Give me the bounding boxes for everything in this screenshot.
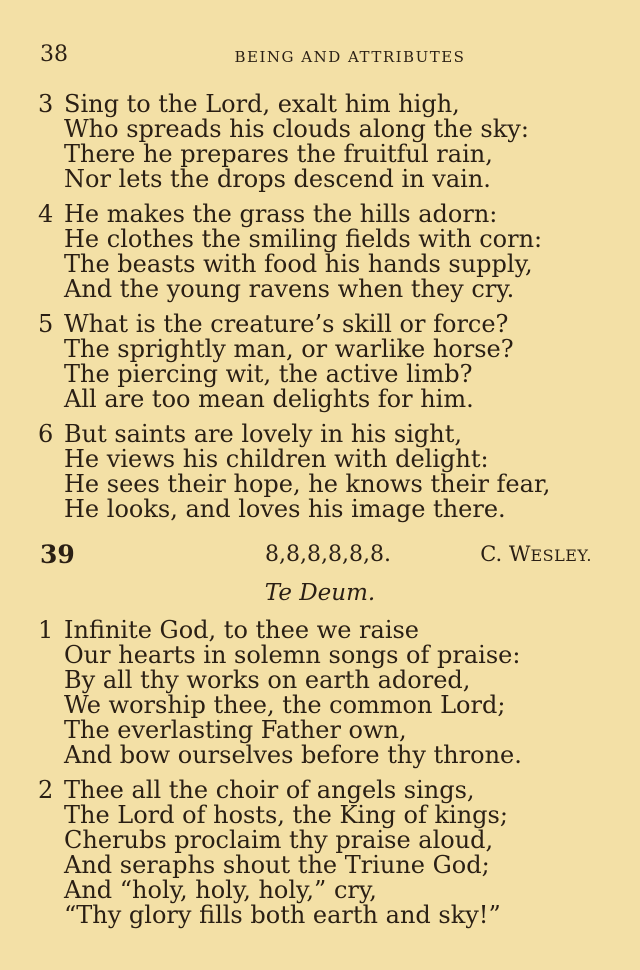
verse-line: The beasts with food his hands supply, <box>64 250 533 278</box>
verse-line: But saints are lovely in his sight, <box>64 420 463 448</box>
stanza-number: 5 <box>38 310 54 338</box>
verse-line: And “holy, holy, holy,” cry, <box>64 876 377 904</box>
verse-line: The Lord of hosts, the King of kings; <box>64 801 508 829</box>
hymn-39-stanza-2 <box>38 778 598 928</box>
verse-line: Sing to the Lord, exalt him high, <box>64 90 460 118</box>
stanza-5 <box>38 312 598 412</box>
verse-line: By all thy works on earth adored, <box>64 666 471 694</box>
verse-line: And bow ourselves before thy throne. <box>64 741 522 769</box>
stanza-number: 4 <box>38 200 54 228</box>
verse-line: Who spreads his clouds along the sky: <box>64 115 529 143</box>
verse-line: Thee all the choir of angels sings, <box>64 776 475 804</box>
verse-line: The everlasting Father own, <box>64 716 407 744</box>
verse-line: He makes the grass the hills adorn: <box>64 200 498 228</box>
stanza-number: 6 <box>38 420 54 448</box>
author-rest: ESLEY. <box>530 546 592 565</box>
verse-line: The sprightly man, or warlike horse? <box>64 335 514 363</box>
page-number: 38 <box>40 42 68 67</box>
stanza-3 <box>38 92 598 192</box>
author-initial: C. W <box>480 542 531 566</box>
stanza-number: 2 <box>38 776 54 804</box>
verse-line: What is the creature’s skill or force? <box>64 310 509 338</box>
verse-line: Our hearts in solemn songs of praise: <box>64 641 521 669</box>
verse-line: Infinite God, to thee we raise <box>64 616 420 644</box>
stanza-number: 1 <box>38 616 54 644</box>
verse-line: He looks, and loves his image there. <box>64 495 506 523</box>
hymn-meter: 8,8,8,8,8,8. <box>265 542 391 567</box>
stanza-4 <box>38 202 598 302</box>
stanza-6 <box>38 422 598 522</box>
verse-line: He sees their hope, he knows their fear, <box>64 470 551 498</box>
verse-line: There he prepares the fruitful rain, <box>64 140 493 168</box>
verse-line: All are too mean delights for him. <box>64 385 474 413</box>
verse-line: And seraphs shout the Triune God; <box>64 851 490 879</box>
verse-line: Nor lets the drops descend in vain. <box>64 165 491 193</box>
hymn-heading <box>40 540 596 570</box>
hymn-39-stanza-1 <box>38 618 598 768</box>
verse-line: “Thy glory fills both earth and sky!” <box>64 901 501 929</box>
hymn-number: 39 <box>40 540 75 569</box>
hymn-title: Te Deum. <box>264 580 376 606</box>
verse-line: We worship thee, the common Lord; <box>64 691 506 719</box>
verse-line: He views his children with delight: <box>64 445 489 473</box>
verse-line: He clothes the smiling fields with corn: <box>64 225 543 253</box>
hymn-author <box>480 542 592 566</box>
verse-line: The piercing wit, the active limb? <box>64 360 473 388</box>
page-header <box>40 40 600 70</box>
verse-line: And the young ravens when they cry. <box>64 275 515 303</box>
running-head: BEING AND ATTRIBUTES <box>234 48 466 66</box>
stanza-number: 3 <box>38 90 54 118</box>
verse-line: Cherubs proclaim thy praise aloud, <box>64 826 494 854</box>
